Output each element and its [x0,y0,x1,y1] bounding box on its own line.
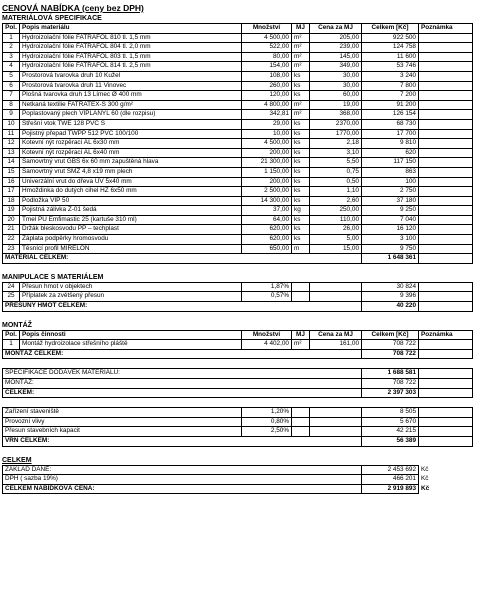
header-cell: MJ [292,330,310,340]
item-note [419,206,473,216]
empty-cell [419,436,473,446]
materials-total-label: MATERIÁL CELKEM: [3,254,362,264]
handling-section-title: MANIPULACE S MATERIÁLEM [2,273,104,281]
table-row [3,158,473,168]
item-number: 8 [3,100,20,110]
item-note [419,187,473,197]
grand-label: DPH ( sazba 19%) [3,475,362,485]
item-number: 25 [3,292,20,302]
header-cell: Množství [242,330,292,340]
item-note [419,225,473,235]
overhead-rate: 1,20% [242,408,292,418]
item-unit-price: 349,00 [310,62,362,72]
table-row [3,62,473,72]
item-total: 2 750 [362,187,419,197]
price-offer-document [2,2,478,494]
item-number: 18 [3,196,20,206]
item-unit: ks [292,225,310,235]
table-row [3,196,473,206]
materials-table [2,23,473,264]
grand-total-row [3,484,473,494]
item-quantity: 260,00 [242,81,292,91]
item-note [419,81,473,91]
empty-cell [419,302,473,312]
item-unit-price: 110,00 [310,215,362,225]
item-description: Plošná tvarovka druh 13 Límec Ø 400 mm [20,91,242,101]
grand-value: 466 201 [362,475,419,485]
table-row [3,282,473,292]
materials-total-row [3,254,473,264]
item-note [419,148,473,158]
table-row [3,52,473,62]
item-description: Netkaná textilie FATRATEX-S 300 g/m² [20,100,242,110]
item-description: Pojistný přepad TWPP 512 PVC 100/100 [20,129,242,139]
item-total: 3 240 [362,71,419,81]
header-cell: Popis činnosti [20,330,242,340]
materials-header-row [3,24,473,34]
header-cell: Celkem [Kč] [362,330,419,340]
item-note [419,91,473,101]
item-note [419,235,473,245]
item-total: 620 [362,148,419,158]
header-cell: Celkem [Kč] [362,24,419,34]
item-unit-price: 5,50 [310,158,362,168]
overheads-total-row [3,436,473,446]
table-row [3,43,473,53]
item-total: 117 150 [362,158,419,168]
item-description: Poplastovaný plech VIPLANYL 60 (dle rozpisu) [20,110,242,120]
item-quantity: 200,00 [242,148,292,158]
item-total: 30 824 [362,282,419,292]
grand-total-table [2,465,473,495]
empty-cell [419,388,473,398]
item-note [419,139,473,149]
overheads-total-label: VRN CELKEM: [3,436,362,446]
header-cell: Poznámka [419,24,473,34]
empty-cell [419,408,473,418]
item-total: 3 100 [362,235,419,245]
item-number: 14 [3,158,20,168]
table-row [3,33,473,43]
materials-total-value: 1 648 361 [362,254,419,264]
item-unit-price: 250,00 [310,206,362,216]
header-cell: Popis materiálu [20,24,242,34]
item-number: 11 [3,129,20,139]
item-total: 7 200 [362,91,419,101]
item-number: 21 [3,225,20,235]
item-description: Univerzální vrut do dřeva UV 5x40 mm [20,177,242,187]
item-description: Hmoždinka do dutých cihel HZ 6x50 mm [20,187,242,197]
empty-cell [310,417,362,427]
item-unit: ks [292,187,310,197]
item-quantity: 64,00 [242,215,292,225]
item-total: 100 [362,177,419,187]
item-total: 126 154 [362,110,419,120]
item-quantity: 10,00 [242,129,292,139]
item-unit-price: 30,00 [310,71,362,81]
overhead-rate: 2,50% [242,427,292,437]
item-unit: m² [292,110,310,120]
item-total: 11 600 [362,52,419,62]
table-row [3,177,473,187]
item-number: 20 [3,215,20,225]
summary-value: 2 397 303 [362,388,419,398]
summary-label: SPECIFIKACE DODÁVEK MATERIÁLU: [3,369,362,379]
header-cell: Cena za MJ [310,24,362,34]
item-unit: m² [292,52,310,62]
item-quantity: 2 500,00 [242,187,292,197]
installation-table [2,330,473,360]
empty-cell [310,427,362,437]
item-total: 7 040 [362,215,419,225]
item-unit-price: 2370,00 [310,119,362,129]
installation-header-row [3,330,473,340]
empty-cell [419,292,473,302]
item-rate: 0,57% [242,292,292,302]
handling-total-value: 40 220 [362,302,419,312]
table-row [3,119,473,129]
item-total: 9 810 [362,139,419,149]
header-cell: MJ [292,24,310,34]
item-total: 708 722 [362,340,419,350]
item-quantity: 120,00 [242,91,292,101]
item-note [419,215,473,225]
item-unit: ks [292,215,310,225]
item-unit: ks [292,196,310,206]
overhead-value: 42 215 [362,427,419,437]
item-unit-price: 3,10 [310,148,362,158]
item-quantity: 522,00 [242,43,292,53]
item-description: Hydroizolační fólie FATRAFOL 810 tl. 1,5 mm [20,33,242,43]
table-row [3,110,473,120]
item-unit-price: 1,10 [310,187,362,197]
document-title: CENOVÁ NABÍDKA (ceny bez DPH) [2,3,144,13]
overhead-value: 8 505 [362,408,419,418]
empty-cell [292,408,310,418]
empty-cell [292,282,310,292]
item-number: 15 [3,167,20,177]
item-number: 19 [3,206,20,216]
empty-cell [310,282,362,292]
grand-label: ZÁKLAD DANĚ: [3,465,362,475]
item-quantity: 620,00 [242,235,292,245]
item-description: Prostorová tvarovka druh 11 Vinovec [20,81,242,91]
item-note [419,196,473,206]
item-unit-price: 205,00 [310,33,362,43]
grand-value: 2 453 692 [362,465,419,475]
summary-row [3,369,473,379]
item-quantity: 4 800,00 [242,100,292,110]
item-number: 3 [3,52,20,62]
table-row [3,225,473,235]
item-unit: ks [292,235,310,245]
table-row [3,100,473,110]
item-unit-price: 60,00 [310,91,362,101]
item-unit-price: 145,00 [310,52,362,62]
table-row [3,292,473,302]
header-cell: Cena za MJ [310,330,362,340]
item-unit: ks [292,167,310,177]
empty-cell [310,292,362,302]
item-quantity: 1 150,00 [242,167,292,177]
item-unit-price: 239,00 [310,43,362,53]
header-cell: Pol. [3,330,20,340]
item-unit-price: 0,50 [310,177,362,187]
table-row [3,427,473,437]
item-note [419,33,473,43]
item-description: Hydroizolační fólie FATRAFOL 803 tl. 1,5 mm [20,52,242,62]
item-unit-price: 26,00 [310,225,362,235]
item-description: Samovrtný vrut SMZ 4,8 x19 mm plech [20,167,242,177]
summary-value: 1 688 581 [362,369,419,379]
item-unit: ks [292,139,310,149]
table-row [3,244,473,254]
table-row [3,129,473,139]
item-total: 91 200 [362,100,419,110]
item-number: 1 [3,33,20,43]
item-total: 68 730 [362,119,419,129]
item-note [419,52,473,62]
overhead-label: Zařízení staveniště [3,408,242,418]
overheads-table [2,407,473,446]
item-description: Přesun hmot v objektech [20,282,242,292]
overhead-label: Přesun stavebních kapacit [3,427,242,437]
item-quantity: 620,00 [242,225,292,235]
item-number: 9 [3,110,20,120]
item-quantity: 4 402,00 [242,340,292,350]
item-unit: m² [292,100,310,110]
item-description: Tmel PU Emfimastic 25 (kartuše 310 ml) [20,215,242,225]
item-number: 4 [3,62,20,72]
item-total: 16 120 [362,225,419,235]
item-note [419,177,473,187]
overhead-label: Provozní vlivy [3,417,242,427]
item-note [419,244,473,254]
item-number: 22 [3,235,20,245]
item-total: 863 [362,167,419,177]
item-note [419,100,473,110]
installation-total-value: 708 722 [362,349,419,359]
item-unit: ks [292,81,310,91]
item-note [419,158,473,168]
item-total: 9 396 [362,292,419,302]
header-cell: Pol. [3,24,20,34]
item-unit: ks [292,91,310,101]
item-quantity: 37,00 [242,206,292,216]
empty-cell [419,427,473,437]
table-row [3,215,473,225]
overheads-total-value: 56 389 [362,436,419,446]
item-number: 23 [3,244,20,254]
item-unit: m² [292,33,310,43]
summary-label: MONTÁŽ: [3,379,362,389]
item-description: Podložka VIP 50 [20,196,242,206]
item-unit-price: 2,18 [310,139,362,149]
summary-label: CELKEM: [3,388,362,398]
table-row [3,167,473,177]
item-quantity: 4 500,00 [242,139,292,149]
table-row [3,340,473,350]
empty-cell [292,427,310,437]
item-note [419,62,473,72]
grand-value: 2 919 893 [362,484,419,494]
handling-total-row [3,302,473,312]
item-total: 7 800 [362,81,419,91]
item-unit-price: 15,00 [310,244,362,254]
item-description: Prostorová tvarovka druh 10 Kužel [20,71,242,81]
item-quantity: 200,00 [242,177,292,187]
item-unit: kg [292,206,310,216]
table-row [3,91,473,101]
item-note [419,110,473,120]
item-unit: ks [292,119,310,129]
item-description: Kotevní nýt rozpěrací AL 6x40 mm [20,148,242,158]
item-unit: ks [292,129,310,139]
item-unit-price: 0,75 [310,167,362,177]
overhead-value: 5 670 [362,417,419,427]
item-note [419,167,473,177]
item-unit-price: 30,00 [310,81,362,91]
item-description: Hydroizolační fólie FATRAFOL 814 tl. 2,5 mm [20,62,242,72]
item-unit: m [292,244,310,254]
handling-table [2,282,473,312]
item-total: 53 746 [362,62,419,72]
table-row [3,235,473,245]
overhead-rate: 0,80% [242,417,292,427]
item-unit-price: 368,00 [310,110,362,120]
item-unit: ks [292,177,310,187]
installation-total-label: MONTÁŽ CELKEM: [3,349,362,359]
item-quantity: 29,00 [242,119,292,129]
empty-cell [419,282,473,292]
item-number: 13 [3,148,20,158]
item-unit-price: 161,00 [310,340,362,350]
item-quantity: 80,00 [242,52,292,62]
item-unit: m² [292,340,310,350]
item-note [419,71,473,81]
item-unit: ks [292,158,310,168]
item-quantity: 108,00 [242,71,292,81]
installation-total-row [3,349,473,359]
empty-cell [292,417,310,427]
item-quantity: 342,81 [242,110,292,120]
table-row [3,71,473,81]
item-total: 124 758 [362,43,419,53]
item-unit-price: 5,00 [310,235,362,245]
item-number: 17 [3,187,20,197]
item-unit-price: 1770,00 [310,129,362,139]
materials-section-title: MATERIÁLOVÁ SPECIFIKACE [2,15,102,22]
table-row [3,148,473,158]
grand-label: CELKEM NABÍDKOVÁ CENA: [3,484,362,494]
item-description: Držák bleskosvodu PP – techplast [20,225,242,235]
grand-row [3,475,473,485]
empty-cell [419,349,473,359]
empty-cell [419,379,473,389]
item-note [419,129,473,139]
table-row [3,81,473,91]
summary-row [3,379,473,389]
summary-table [2,368,473,398]
grand-row [3,465,473,475]
item-description: Těsnící profil MIRELON [20,244,242,254]
item-total: 37 180 [362,196,419,206]
item-number: 1 [3,340,20,350]
item-total: 9 750 [362,244,419,254]
item-number: 24 [3,282,20,292]
empty-cell [419,254,473,264]
item-description: Hydroizolační fólie FATRAFOL 804 tl. 2,0 mm [20,43,242,53]
summary-total-row [3,388,473,398]
item-number: 10 [3,119,20,129]
header-cell: Poznámka [419,330,473,340]
item-note [419,43,473,53]
item-description: Kotevní nýt rozpěrací AL 6x30 mm [20,139,242,149]
summary-value: 708 722 [362,379,419,389]
item-unit: ks [292,148,310,158]
table-row [3,206,473,216]
item-number: 6 [3,81,20,91]
item-rate: 1,87% [242,282,292,292]
item-note [419,340,473,350]
installation-section-title: MONTÁŽ [2,321,32,329]
item-number: 12 [3,139,20,149]
item-quantity: 650,00 [242,244,292,254]
item-description: Příplatek za zvětšený přesun [20,292,242,302]
item-description: Střešní vtok TWE 128 PVC S [20,119,242,129]
item-number: 16 [3,177,20,187]
item-total: 9 250 [362,206,419,216]
item-unit-price: 2,60 [310,196,362,206]
item-unit: m² [292,43,310,53]
item-number: 2 [3,43,20,53]
item-total: 922 500 [362,33,419,43]
currency-label: Kč [421,484,430,492]
item-unit: ks [292,71,310,81]
empty-cell [419,369,473,379]
item-description: Záplata podpěrky hromosvodu [20,235,242,245]
empty-cell [292,292,310,302]
table-row [3,408,473,418]
item-unit: m² [292,62,310,72]
item-unit-price: 19,00 [310,100,362,110]
table-row [3,139,473,149]
item-number: 5 [3,71,20,81]
item-quantity: 21 300,00 [242,158,292,168]
item-description: Samovrtný vrut GBS 6x 60 mm zapuštěná hlava [20,158,242,168]
item-number: 7 [3,91,20,101]
item-quantity: 4 500,00 [242,33,292,43]
item-description: Pojistná zálivka Z-01 šedá [20,206,242,216]
item-total: 17 700 [362,129,419,139]
item-note [419,119,473,129]
empty-cell [419,417,473,427]
currency-label: Kč [421,475,429,483]
empty-cell [310,408,362,418]
currency-label: Kč [421,465,429,473]
item-quantity: 14 300,00 [242,196,292,206]
table-row [3,417,473,427]
header-cell: Množství [242,24,292,34]
handling-total-label: PŘESUNY HMOT CELKEM: [3,302,362,312]
grand-total-section-title: CELKEM [2,456,32,464]
table-row [3,187,473,197]
item-quantity: 154,00 [242,62,292,72]
item-description: Montáž hydroizolace střešního pláště [20,340,242,350]
